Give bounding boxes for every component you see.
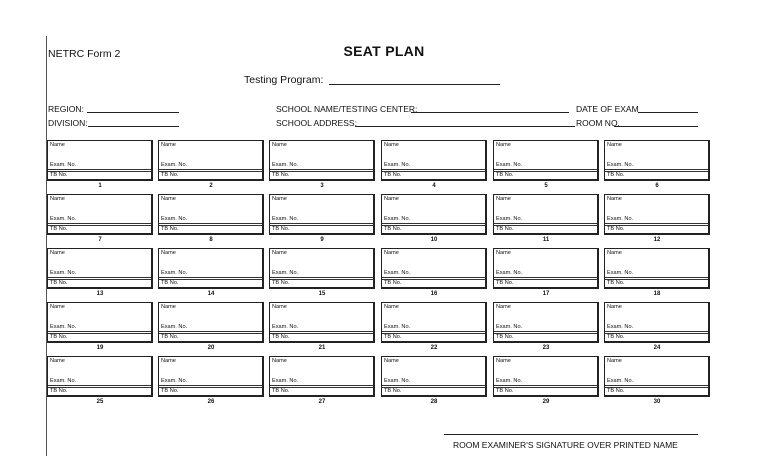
seat-name-label: Name <box>384 196 399 202</box>
seat-divider <box>494 277 597 278</box>
seat-number: 28 <box>430 399 438 405</box>
seat-name-label: Name <box>272 250 287 256</box>
seat-box[interactable] <box>158 302 264 343</box>
seat-exam-no-label: Exam. No. <box>161 378 188 384</box>
seat-divider <box>48 169 151 170</box>
seat-name-label: Name <box>50 142 65 148</box>
seat-number: 23 <box>542 345 550 351</box>
seat-divider <box>48 277 151 278</box>
seat-name-label: Name <box>161 196 176 202</box>
seat-box[interactable] <box>269 356 375 397</box>
seat-number: 6 <box>655 183 659 189</box>
seat-divider <box>605 169 708 170</box>
seat-divider <box>270 223 373 224</box>
seat-divider <box>605 385 708 386</box>
seat-tb-no-label: TB No. <box>270 279 373 287</box>
seat-name-label: Name <box>607 358 622 364</box>
seat-number: 16 <box>430 291 438 297</box>
seat-exam-no-label: Exam. No. <box>161 162 188 168</box>
seat-box[interactable] <box>381 140 487 181</box>
seat-divider <box>159 277 262 278</box>
seat-tb-no-label: TB No. <box>159 333 262 341</box>
testing-program-line[interactable] <box>329 84 500 85</box>
school-name-line[interactable] <box>411 112 569 113</box>
seat-tb-no-label: TB No. <box>382 171 485 179</box>
seat-name-label: Name <box>384 358 399 364</box>
seat-box[interactable] <box>604 194 710 235</box>
seat-tb-no-label: TB No. <box>605 225 708 233</box>
seat-divider <box>382 223 485 224</box>
seat-name-label: Name <box>272 142 287 148</box>
seat-number: 8 <box>209 237 213 243</box>
seat-divider <box>382 331 485 332</box>
testing-program-label: Testing Program: <box>244 74 324 86</box>
seat-tb-no-label: TB No. <box>270 387 373 395</box>
seat-number: 4 <box>432 183 436 189</box>
seat-exam-no-label: Exam. No. <box>272 162 299 168</box>
seat-exam-no-label: Exam. No. <box>496 216 523 222</box>
seat-tb-no-label: TB No. <box>270 171 373 179</box>
seat-exam-no-label: Exam. No. <box>607 270 634 276</box>
seat-exam-no-label: Exam. No. <box>50 324 77 330</box>
seat-name-label: Name <box>607 250 622 256</box>
seat-exam-no-label: Exam. No. <box>607 378 634 384</box>
seat-tb-no-label: TB No. <box>48 225 151 233</box>
seat-exam-no-label: Exam. No. <box>384 162 411 168</box>
seat-number: 20 <box>207 345 215 351</box>
seat-divider <box>605 277 708 278</box>
seat-name-label: Name <box>50 196 65 202</box>
seat-box[interactable] <box>381 194 487 235</box>
seat-divider <box>48 223 151 224</box>
seat-exam-no-label: Exam. No. <box>161 216 188 222</box>
seat-number: 22 <box>430 345 438 351</box>
seat-number: 30 <box>653 399 661 405</box>
seat-number: 1 <box>98 183 102 189</box>
seat-exam-no-label: Exam. No. <box>607 324 634 330</box>
seat-box[interactable] <box>47 302 153 343</box>
seat-divider <box>270 331 373 332</box>
seat-name-label: Name <box>607 304 622 310</box>
seat-divider <box>494 385 597 386</box>
seat-box[interactable] <box>604 248 710 289</box>
seat-name-label: Name <box>384 250 399 256</box>
seat-divider <box>494 331 597 332</box>
seat-tb-no-label: TB No. <box>159 387 262 395</box>
seat-name-label: Name <box>50 358 65 364</box>
seat-exam-no-label: Exam. No. <box>272 270 299 276</box>
seat-name-label: Name <box>272 196 287 202</box>
seat-name-label: Name <box>50 250 65 256</box>
seat-tb-no-label: TB No. <box>159 279 262 287</box>
seat-name-label: Name <box>607 142 622 148</box>
seat-divider <box>382 385 485 386</box>
seat-exam-no-label: Exam. No. <box>272 324 299 330</box>
school-address-label: SCHOOL ADDRESS: <box>276 118 357 128</box>
seat-box[interactable] <box>158 140 264 181</box>
seat-tb-no-label: TB No. <box>605 387 708 395</box>
seat-exam-no-label: Exam. No. <box>607 162 634 168</box>
seat-exam-no-label: Exam. No. <box>496 270 523 276</box>
seat-number: 27 <box>318 399 326 405</box>
seat-tb-no-label: TB No. <box>48 171 151 179</box>
seat-number: 15 <box>318 291 326 297</box>
seat-exam-no-label: Exam. No. <box>496 162 523 168</box>
seat-box[interactable] <box>269 194 375 235</box>
seat-exam-no-label: Exam. No. <box>50 270 77 276</box>
date-of-exam-label: DATE OF EXAM <box>576 104 639 114</box>
seat-name-label: Name <box>272 304 287 310</box>
seat-tb-no-label: TB No. <box>48 333 151 341</box>
seat-tb-no-label: TB No. <box>159 171 262 179</box>
seat-name-label: Name <box>496 304 511 310</box>
seat-number: 25 <box>96 399 104 405</box>
seat-tb-no-label: TB No. <box>605 279 708 287</box>
seat-divider <box>605 331 708 332</box>
seat-exam-no-label: Exam. No. <box>496 378 523 384</box>
seat-box[interactable] <box>47 140 153 181</box>
seat-tb-no-label: TB No. <box>48 387 151 395</box>
seat-divider <box>159 223 262 224</box>
seat-box[interactable] <box>158 194 264 235</box>
seat-exam-no-label: Exam. No. <box>161 324 188 330</box>
seat-box[interactable] <box>269 140 375 181</box>
seat-tb-no-label: TB No. <box>270 333 373 341</box>
seat-number: 17 <box>542 291 550 297</box>
region-label: REGION: <box>48 104 84 114</box>
seat-number: 18 <box>653 291 661 297</box>
seat-number: 13 <box>96 291 104 297</box>
seat-divider <box>494 223 597 224</box>
seat-box[interactable] <box>604 356 710 397</box>
division-label: DIVISION: <box>48 118 88 128</box>
seat-number: 14 <box>207 291 215 297</box>
seat-divider <box>159 169 262 170</box>
seat-exam-no-label: Exam. No. <box>272 216 299 222</box>
seat-exam-no-label: Exam. No. <box>384 270 411 276</box>
seat-box[interactable] <box>493 248 599 289</box>
seat-box[interactable] <box>158 356 264 397</box>
seat-box[interactable] <box>493 194 599 235</box>
seat-number: 24 <box>653 345 661 351</box>
seat-tb-no-label: TB No. <box>382 225 485 233</box>
school-address-line[interactable] <box>355 126 575 127</box>
seat-box[interactable] <box>381 356 487 397</box>
seat-box[interactable] <box>47 194 153 235</box>
seat-tb-no-label: TB No. <box>494 333 597 341</box>
seat-name-label: Name <box>50 304 65 310</box>
seat-box[interactable] <box>381 302 487 343</box>
seat-exam-no-label: Exam. No. <box>496 324 523 330</box>
seat-number: 3 <box>320 183 324 189</box>
seat-number: 5 <box>544 183 548 189</box>
seat-divider <box>48 331 151 332</box>
seat-box[interactable] <box>269 302 375 343</box>
seat-name-label: Name <box>161 304 176 310</box>
seat-number: 12 <box>653 237 661 243</box>
seat-name-label: Name <box>272 358 287 364</box>
seat-tb-no-label: TB No. <box>605 171 708 179</box>
seat-name-label: Name <box>384 304 399 310</box>
signature-line[interactable] <box>444 434 698 435</box>
seat-divider <box>48 385 151 386</box>
form-id: NETRC Form 2 <box>48 48 121 60</box>
seat-divider <box>270 385 373 386</box>
seat-name-label: Name <box>607 196 622 202</box>
seat-number: 2 <box>209 183 213 189</box>
seat-tb-no-label: TB No. <box>382 333 485 341</box>
seat-exam-no-label: Exam. No. <box>384 324 411 330</box>
seat-divider <box>382 169 485 170</box>
seat-tb-no-label: TB No. <box>494 279 597 287</box>
seat-name-label: Name <box>161 142 176 148</box>
date-of-exam-line[interactable] <box>638 112 698 113</box>
seat-box[interactable] <box>493 356 599 397</box>
seat-name-label: Name <box>496 196 511 202</box>
seat-number: 11 <box>542 237 550 243</box>
seat-tb-no-label: TB No. <box>494 171 597 179</box>
seat-number: 29 <box>542 399 550 405</box>
seat-box[interactable] <box>604 302 710 343</box>
region-line[interactable] <box>87 112 179 113</box>
seat-name-label: Name <box>496 358 511 364</box>
seat-tb-no-label: TB No. <box>382 387 485 395</box>
seat-box[interactable] <box>269 248 375 289</box>
seat-exam-no-label: Exam. No. <box>384 216 411 222</box>
room-no-line[interactable] <box>614 126 698 127</box>
seat-number: 7 <box>98 237 102 243</box>
seat-divider <box>494 169 597 170</box>
seat-exam-no-label: Exam. No. <box>161 270 188 276</box>
seat-box[interactable] <box>47 356 153 397</box>
seat-number: 9 <box>320 237 324 243</box>
page-title: SEAT PLAN <box>343 43 425 59</box>
seat-name-label: Name <box>161 250 176 256</box>
seat-tb-no-label: TB No. <box>605 333 708 341</box>
room-no-label: ROOM NO. <box>576 118 620 128</box>
seat-tb-no-label: TB No. <box>382 279 485 287</box>
seat-tb-no-label: TB No. <box>270 225 373 233</box>
seat-box[interactable] <box>493 302 599 343</box>
signature-label: ROOM EXAMINER'S SIGNATURE OVER PRINTED NAME <box>453 440 678 450</box>
seat-exam-no-label: Exam. No. <box>272 378 299 384</box>
seat-tb-no-label: TB No. <box>48 279 151 287</box>
seat-divider <box>605 223 708 224</box>
seat-box[interactable] <box>158 248 264 289</box>
seat-divider <box>159 385 262 386</box>
school-name-label: SCHOOL NAME/TESTING CENTER: <box>276 104 418 114</box>
seat-box[interactable] <box>47 248 153 289</box>
seat-box[interactable] <box>381 248 487 289</box>
seat-name-label: Name <box>161 358 176 364</box>
seat-exam-no-label: Exam. No. <box>50 216 77 222</box>
seat-divider <box>270 277 373 278</box>
seat-number: 10 <box>430 237 438 243</box>
seat-exam-no-label: Exam. No. <box>384 378 411 384</box>
seat-exam-no-label: Exam. No. <box>50 378 77 384</box>
seat-number: 21 <box>318 345 326 351</box>
seat-tb-no-label: TB No. <box>494 387 597 395</box>
seat-number: 26 <box>207 399 215 405</box>
seat-divider <box>159 331 262 332</box>
seat-divider <box>270 169 373 170</box>
seat-number: 19 <box>96 345 104 351</box>
seat-exam-no-label: Exam. No. <box>607 216 634 222</box>
seat-name-label: Name <box>496 142 511 148</box>
seat-tb-no-label: TB No. <box>494 225 597 233</box>
seat-name-label: Name <box>496 250 511 256</box>
division-line[interactable] <box>88 126 179 127</box>
seat-exam-no-label: Exam. No. <box>50 162 77 168</box>
seat-tb-no-label: TB No. <box>159 225 262 233</box>
seat-name-label: Name <box>384 142 399 148</box>
seat-divider <box>382 277 485 278</box>
seat-box[interactable] <box>604 140 710 181</box>
seat-box[interactable] <box>493 140 599 181</box>
